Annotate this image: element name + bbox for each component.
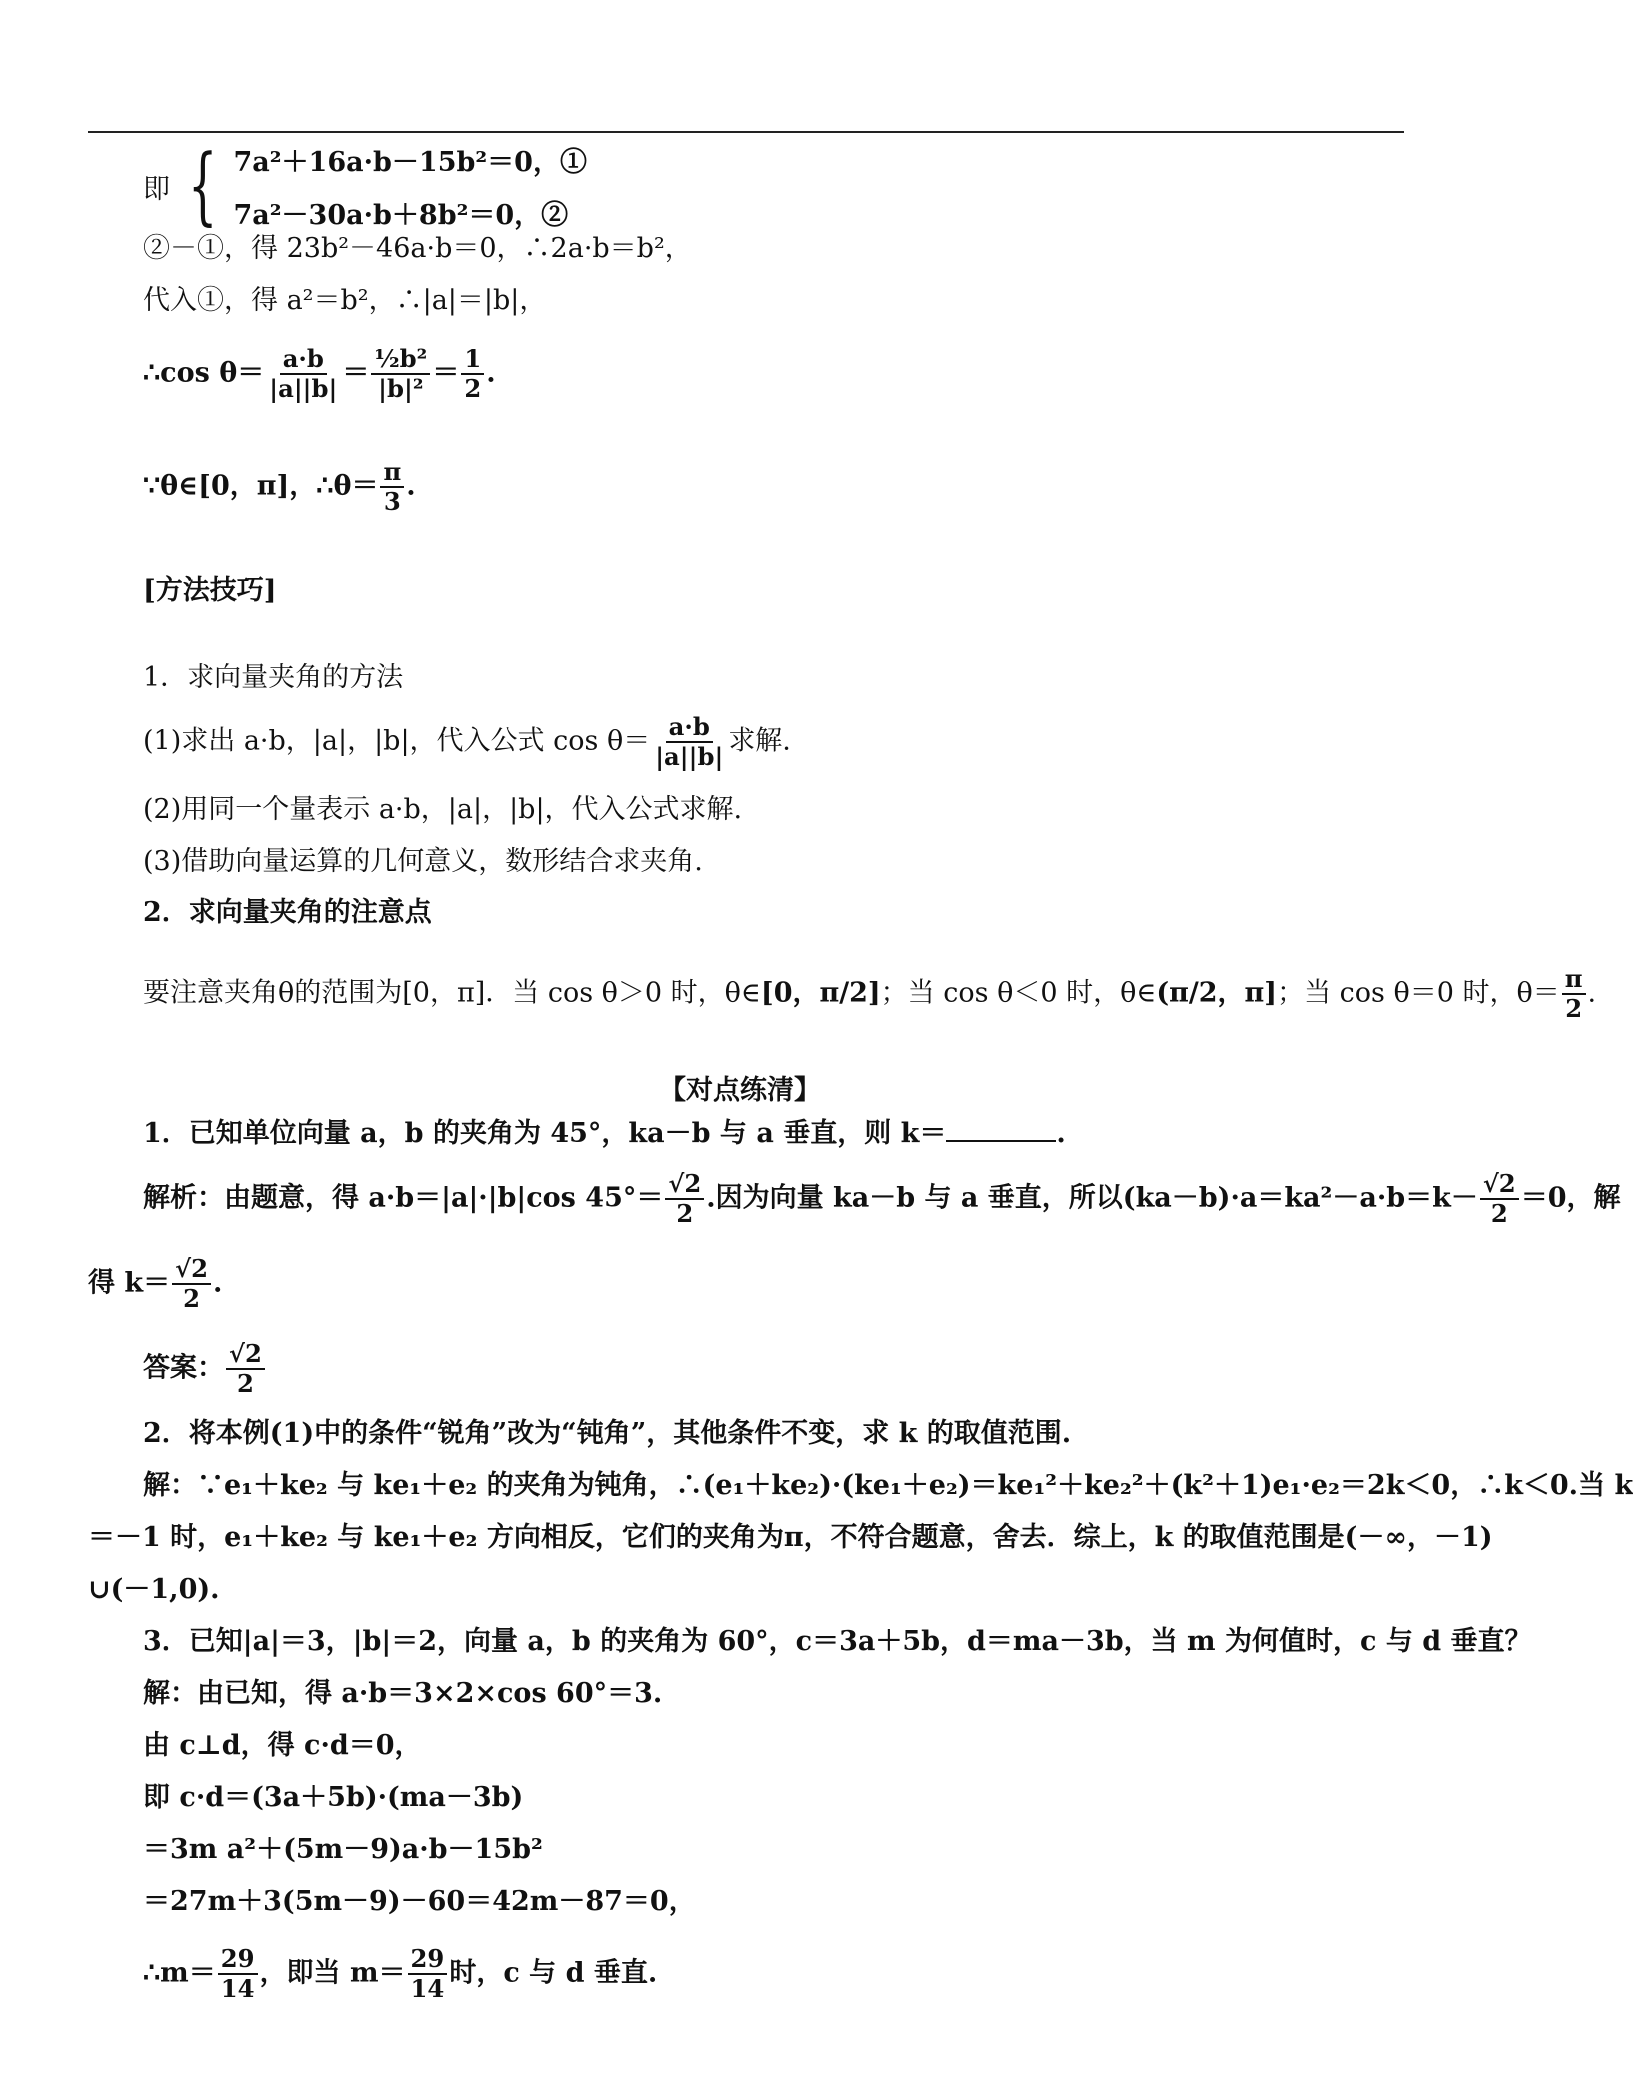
interval-1: [0，π/2] [760, 977, 881, 1009]
answer-3-line-6: ∴m＝ $\frac{29}{14}$ ，即当 m＝ $\frac{29}{14}$ 时，c 与 d 垂直. [143, 1944, 658, 2003]
method-h1: 1．求向量夹角的方法 [143, 662, 404, 693]
method-heading: [方法技巧] [143, 575, 277, 606]
answer-3-line-1: 解：由已知，得 a·b＝3×2×cos 60°＝3. [143, 1678, 663, 1709]
fraction: $\frac{√2}{2}$ [1480, 1170, 1519, 1228]
fraction: $\frac{29}{14}$ [408, 1945, 448, 2003]
equation-system [143, 136, 587, 235]
cos-formula: ∴cos θ＝ $\frac{a\cdot b}{|a||b|}$ ＝ $\frac{\text{½b²}}{\text{|b|²}}$ ＝ $\frac{1}{2}$ . [143, 344, 496, 403]
method-item-3: (3)借助向量运算的几何意义，数形结合求夹角. [143, 846, 703, 877]
cos-prefix: ∴cos θ＝ [143, 357, 265, 389]
step-1: ②－①，得 23b²－46a·b＝0，∴2a·b＝b²， [143, 233, 692, 264]
answer-3-line-3: 即 c·d＝(3a＋5b)·(ma－3b) [143, 1782, 524, 1813]
header-rule [88, 131, 1404, 133]
equation-2: 7a²－30a·b＋8b²＝0，② [233, 200, 569, 231]
theta-result: ∵θ∈[0，π]，∴θ＝ $\frac{\pi}{3}$ . [143, 457, 416, 516]
question-2: 2．将本例(1)中的条件“锐角”改为“钝角”，其他条件不变，求 k 的取值范围. [143, 1418, 1072, 1449]
question-1: 1．已知单位向量 a，b 的夹角为 45°，ka－b 与 a 垂直，则 k＝ . [143, 1118, 1066, 1149]
method-item-1: (1)求出 a·b，|a|，|b|，代入公式 cos θ＝ $\frac{a\cdot b}{|a||b|}$ 求解. [143, 712, 791, 771]
fraction: $\frac{29}{14}$ [218, 1945, 258, 2003]
step-2: 代入①，得 a²＝b²，∴|a|＝|b|， [143, 285, 547, 316]
method-item-2: (2)用同一个量表示 a·b，|a|，|b|，代入公式求解. [143, 794, 743, 825]
fraction: $\frac{a\cdot b}{|a||b|}$ [655, 712, 724, 771]
answer-blank [946, 1118, 1056, 1142]
note-line: 要注意夹角θ的范围为[0，π]．当 cos θ＞0 时，θ∈[0，π/2]；当 cos θ＜0 时，θ∈(π/2，π]；当 cos θ＝0 时，θ＝ $\frac{\pi}{2}$ . [143, 964, 1597, 1023]
system-prefix: 即 [143, 173, 170, 205]
practice-title: 【对点练清】 [659, 1075, 821, 1106]
answer-2-line-3: ∪(－1,0). [88, 1574, 220, 1605]
fraction: $\frac{1}{2}$ [461, 345, 484, 403]
fraction: $\frac{√2}{2}$ [226, 1340, 265, 1398]
fraction: $\frac{√2}{2}$ [665, 1170, 704, 1228]
answer-2-line-2: ＝－1 时，e₁＋ke₂ 与 ke₁＋e₂ 方向相反，它们的夹角为π，不符合题意，舍去．综上，k 的取值范围是(－∞，－1) [88, 1522, 1493, 1553]
answer-3-line-4: ＝3m a²＋(5m－9)a·b－15b² [143, 1834, 543, 1865]
fraction: $\frac{a\cdot b}{|a||b|}$ [269, 344, 338, 403]
question-3: 3．已知|a|＝3，|b|＝2，向量 a，b 的夹角为 60°，c＝3a＋5b，d＝ma－3b，当 m 为何值时，c 与 d 垂直？ [143, 1626, 1532, 1657]
fraction: $\frac{\text{½b²}}{\text{|b|²}}$ [371, 345, 430, 403]
answer-2-line-1: 解：∵e₁＋ke₂ 与 ke₁＋e₂ 的夹角为钝角，∴(e₁＋ke₂)·(ke₁＋e₂)＝ke₁²＋ke₂²＋(k²＋1)e₁·e₂＝2k＜0，∴k＜0.当 k [143, 1470, 1633, 1501]
answer-1-line-2: 得 k＝ $\frac{√2}{2}$ . [88, 1254, 223, 1313]
equation-1: 7a²＋16a·b－15b²＝0，① [233, 147, 587, 178]
answer-label: 答案： $\frac{√2}{2}$ [143, 1340, 267, 1398]
answer-3-line-2: 由 c⊥d，得 c·d＝0， [143, 1730, 422, 1761]
interval-2: (π/2，π] [1156, 977, 1278, 1009]
fraction: $\frac{\pi}{3}$ [380, 458, 404, 516]
answer-3-line-5: ＝27m＋3(5m－9)－60＝42m－87＝0， [143, 1886, 696, 1917]
fraction: $\frac{\pi}{2}$ [1562, 965, 1586, 1023]
fraction: $\frac{√2}{2}$ [172, 1255, 211, 1313]
method-h2: 2．求向量夹角的注意点 [143, 897, 432, 928]
brace-icon: { [188, 136, 218, 235]
answer-1-line-1: 解析：由题意，得 a·b＝|a|·|b|cos 45°＝ $\frac{√2}{2}$ .因为向量 ka－b 与 a 垂直，所以(ka－b)·a＝ka²－a·b＝k－ $\frac{√2}{2}$ ＝0，解 [143, 1169, 1621, 1228]
